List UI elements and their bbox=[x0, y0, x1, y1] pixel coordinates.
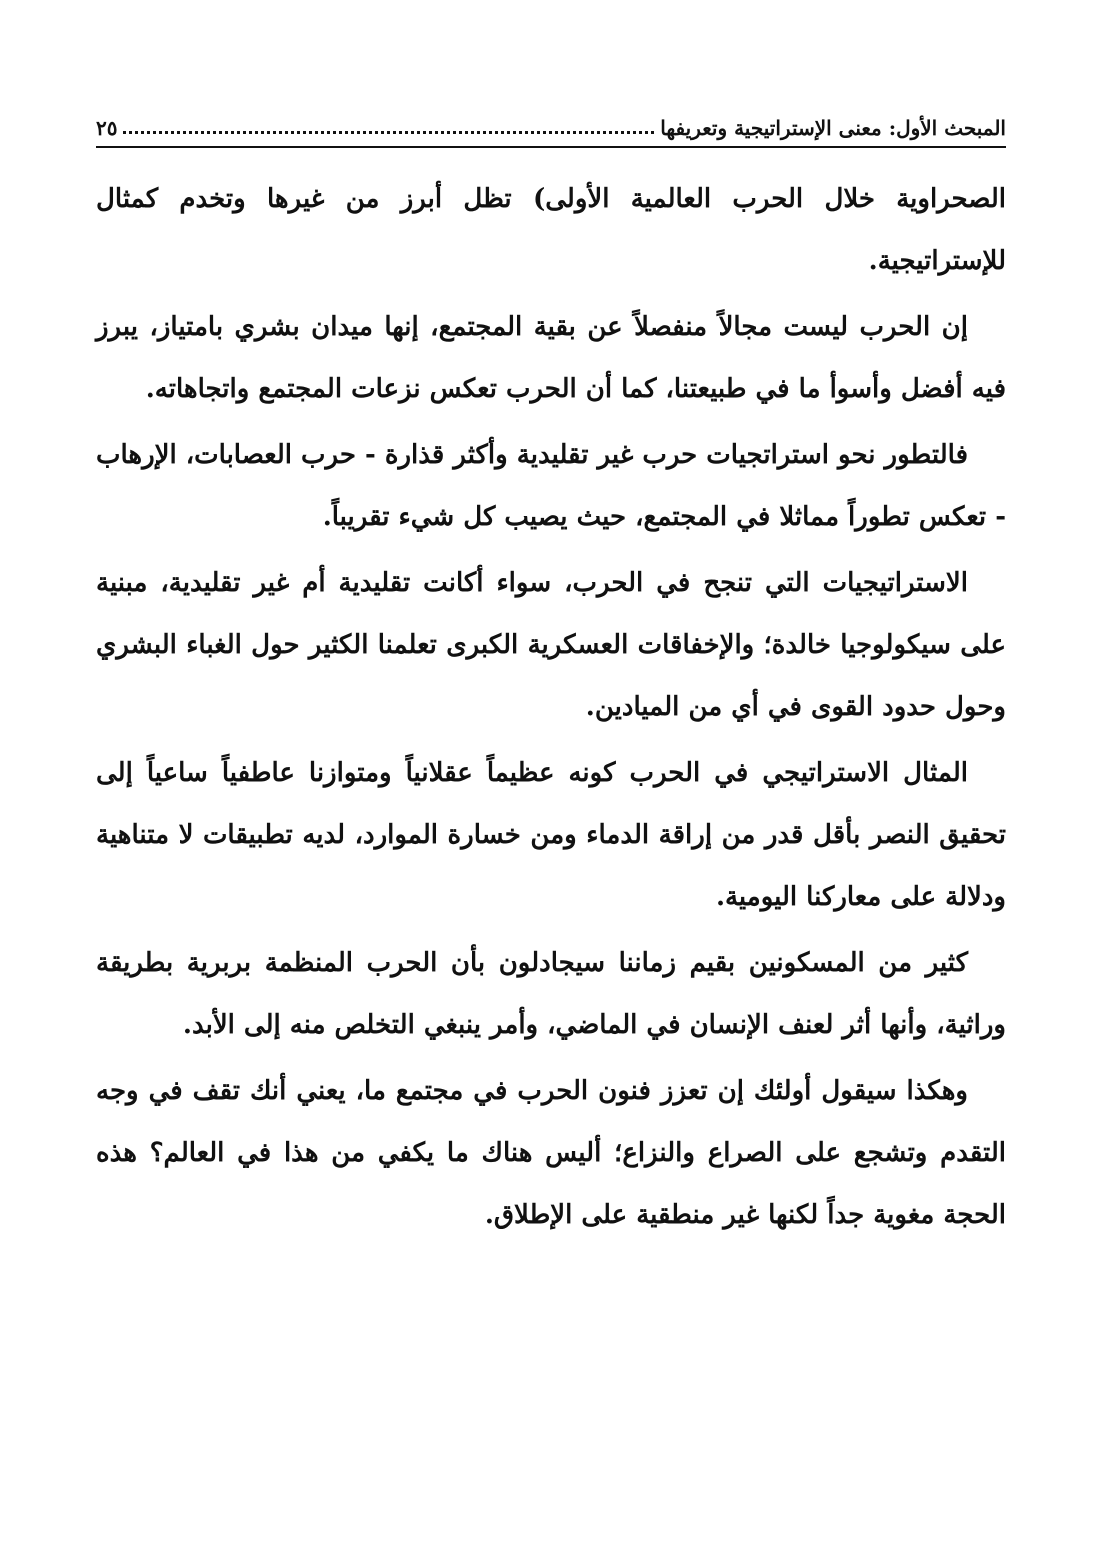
paragraph: كثير من المسكونين بقيم زماننا سيجادلون بأن الحرب المنظمة بربرية بطريقة وراثية، وأنها أثر لعنف الإنسان في الماضي، وأمر ينبغي التخلص منه إلى الأبد. bbox=[96, 948, 1006, 1040]
body-text bbox=[96, 168, 1006, 1246]
header-rule bbox=[96, 146, 1006, 148]
paragraph: الصحراوية خلال الحرب العالمية الأولى) تظل أبرز من غيرها وتخدم كمثال للإستراتيجية. bbox=[96, 184, 1006, 276]
paragraph: المثال الاستراتيجي في الحرب كونه عظيماً عقلانياً ومتوازنا عاطفياً ساعياً إلى تحقيق النصر بأقل قدر من إراقة الدماء ومن خسارة الموارد، لديه تطبيقات لا متناهية ودلالة على معاركنا اليومية. bbox=[96, 758, 1006, 912]
dot-leader bbox=[123, 131, 654, 134]
paragraph: إن الحرب ليست مجالاً منفصلاً عن بقية المجتمع، إنها ميدان بشري بامتياز، يبرز فيه أفضل وأسوأ ما في طبيعتنا، كما أن الحرب تعكس نزعات المجتمع واتجاهاته. bbox=[96, 312, 1006, 404]
book-page bbox=[96, 100, 1006, 1520]
paragraph: الاستراتيجيات التي تنجح في الحرب، سواء أكانت تقليدية أم غير تقليدية، مبنية على سيكولوجيا خالدة؛ والإخفاقات العسكرية الكبرى تعلمنا الكثير حول الغباء البشري وحول حدود القوى في أي من الميادين. bbox=[96, 568, 1006, 722]
paragraph: وهكذا سيقول أولئك إن تعزز فنون الحرب في مجتمع ما، يعني أنك تقف في وجه التقدم وتشجع على الصراع والنزاع؛ أليس هناك ما يكفي من هذا في العالم؟ هذه الحجة مغوية جداً لكنها غير منطقية على الإطلاق. bbox=[96, 1076, 1006, 1230]
paragraph: فالتطور نحو استراتجيات حرب غير تقليدية وأكثر قذارة - حرب العصابات، الإرهاب - تعكس تطوراً مماثلا في المجتمع، حيث يصيب كل شيء تقريباً. bbox=[96, 440, 1006, 532]
page-number: ٢٥ bbox=[96, 116, 118, 140]
section-title: المبحث الأول: معنى الإستراتيجية وتعريفها bbox=[660, 116, 1006, 140]
running-header bbox=[96, 100, 1006, 138]
